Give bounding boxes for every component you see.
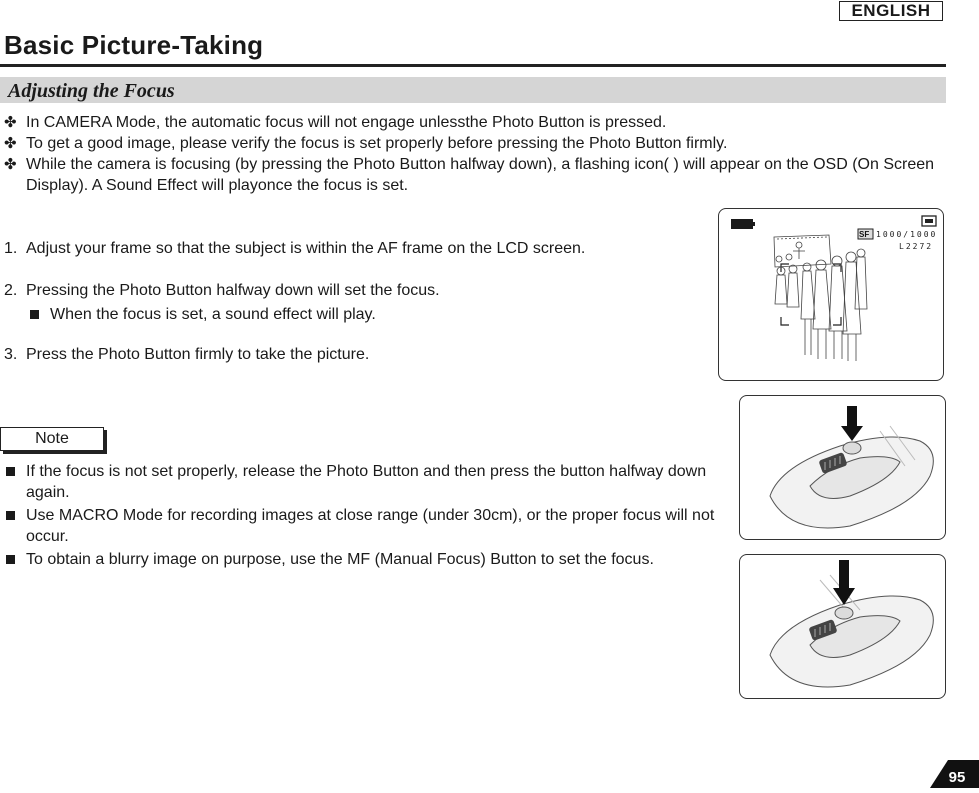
battery-icon: [731, 219, 753, 229]
step-number: 2.: [4, 282, 18, 299]
intro-item: [4, 112, 944, 133]
intro-text: To get a good image, please verify the focus is set properly before pressing the Photo Button firmly.: [26, 135, 728, 152]
note-label: Note: [0, 427, 104, 451]
step-item: [4, 344, 704, 365]
step-item: [4, 238, 704, 259]
photo-button-full-press-illustration: [739, 554, 946, 699]
section-title: Adjusting the Focus: [8, 80, 175, 102]
cross-bullet-icon: ✤: [4, 114, 17, 131]
step-sub-item: [4, 304, 704, 325]
page-title: Basic Picture-Taking: [4, 30, 264, 60]
photo-button-icon: [835, 607, 853, 619]
step-sub-text: When the focus is set, a sound effect will play.: [50, 306, 376, 323]
step-text: Press the Photo Button firmly to take the picture.: [26, 346, 370, 363]
square-bullet-icon: [6, 467, 15, 476]
step-text: Adjust your frame so that the subject is within the AF frame on the LCD screen.: [26, 240, 586, 257]
language-badge: ENGLISH: [839, 1, 943, 21]
note-text: If the focus is not set properly, release the Photo Button and then press the button halfway down again.: [26, 463, 707, 501]
note-list: [4, 461, 716, 572]
camera-top-svg: [740, 396, 945, 539]
note-text: Use MACRO Mode for recording images at close range (under 30cm), or the proper focus will not occur.: [26, 507, 715, 545]
title-divider: [0, 64, 946, 67]
quality-badge: SF: [859, 230, 870, 239]
page-number: 95: [948, 769, 966, 786]
resolution-label: L2272: [899, 242, 934, 251]
intro-item: [4, 133, 944, 154]
square-bullet-icon: [30, 310, 39, 319]
step-item: [4, 280, 704, 301]
steps-list: [4, 238, 704, 365]
shot-counter: 1000/1000: [876, 230, 938, 239]
crowd-photo-sketch: [774, 235, 867, 361]
page-number-badge: [930, 760, 979, 788]
press-arrow-icon: [841, 406, 863, 441]
square-bullet-icon: [6, 511, 15, 520]
note-text: To obtain a blurry image on purpose, use the MF (Manual Focus) Button to set the focus.: [26, 551, 654, 568]
step-text: Pressing the Photo Button halfway down will set the focus.: [26, 282, 440, 299]
note-item: [4, 461, 716, 503]
camera-top-svg: [740, 555, 945, 698]
lcd-screen-svg: [719, 209, 943, 380]
cross-bullet-icon: ✤: [4, 135, 17, 152]
square-bullet-icon: [6, 555, 15, 564]
intro-text: While the camera is focusing (by pressing the Photo Button halfway down), a flashing icon( ) will appear on the OSD (On Screen Display). A Sound Effect will playonce the focus is set.: [26, 156, 935, 194]
intro-item: [4, 154, 944, 196]
photo-button-icon: [843, 442, 861, 454]
note-item: [4, 505, 716, 547]
step-number: 3.: [4, 346, 18, 363]
lcd-screen-illustration: [718, 208, 944, 381]
photo-button-half-press-illustration: [739, 395, 946, 540]
note-item: [4, 549, 716, 570]
intro-text: In CAMERA Mode, the automatic focus will not engage unlessthe Photo Button is pressed.: [26, 114, 667, 131]
intro-list: [4, 112, 944, 196]
step-number: 1.: [4, 240, 18, 257]
cross-bullet-icon: ✤: [4, 156, 17, 173]
